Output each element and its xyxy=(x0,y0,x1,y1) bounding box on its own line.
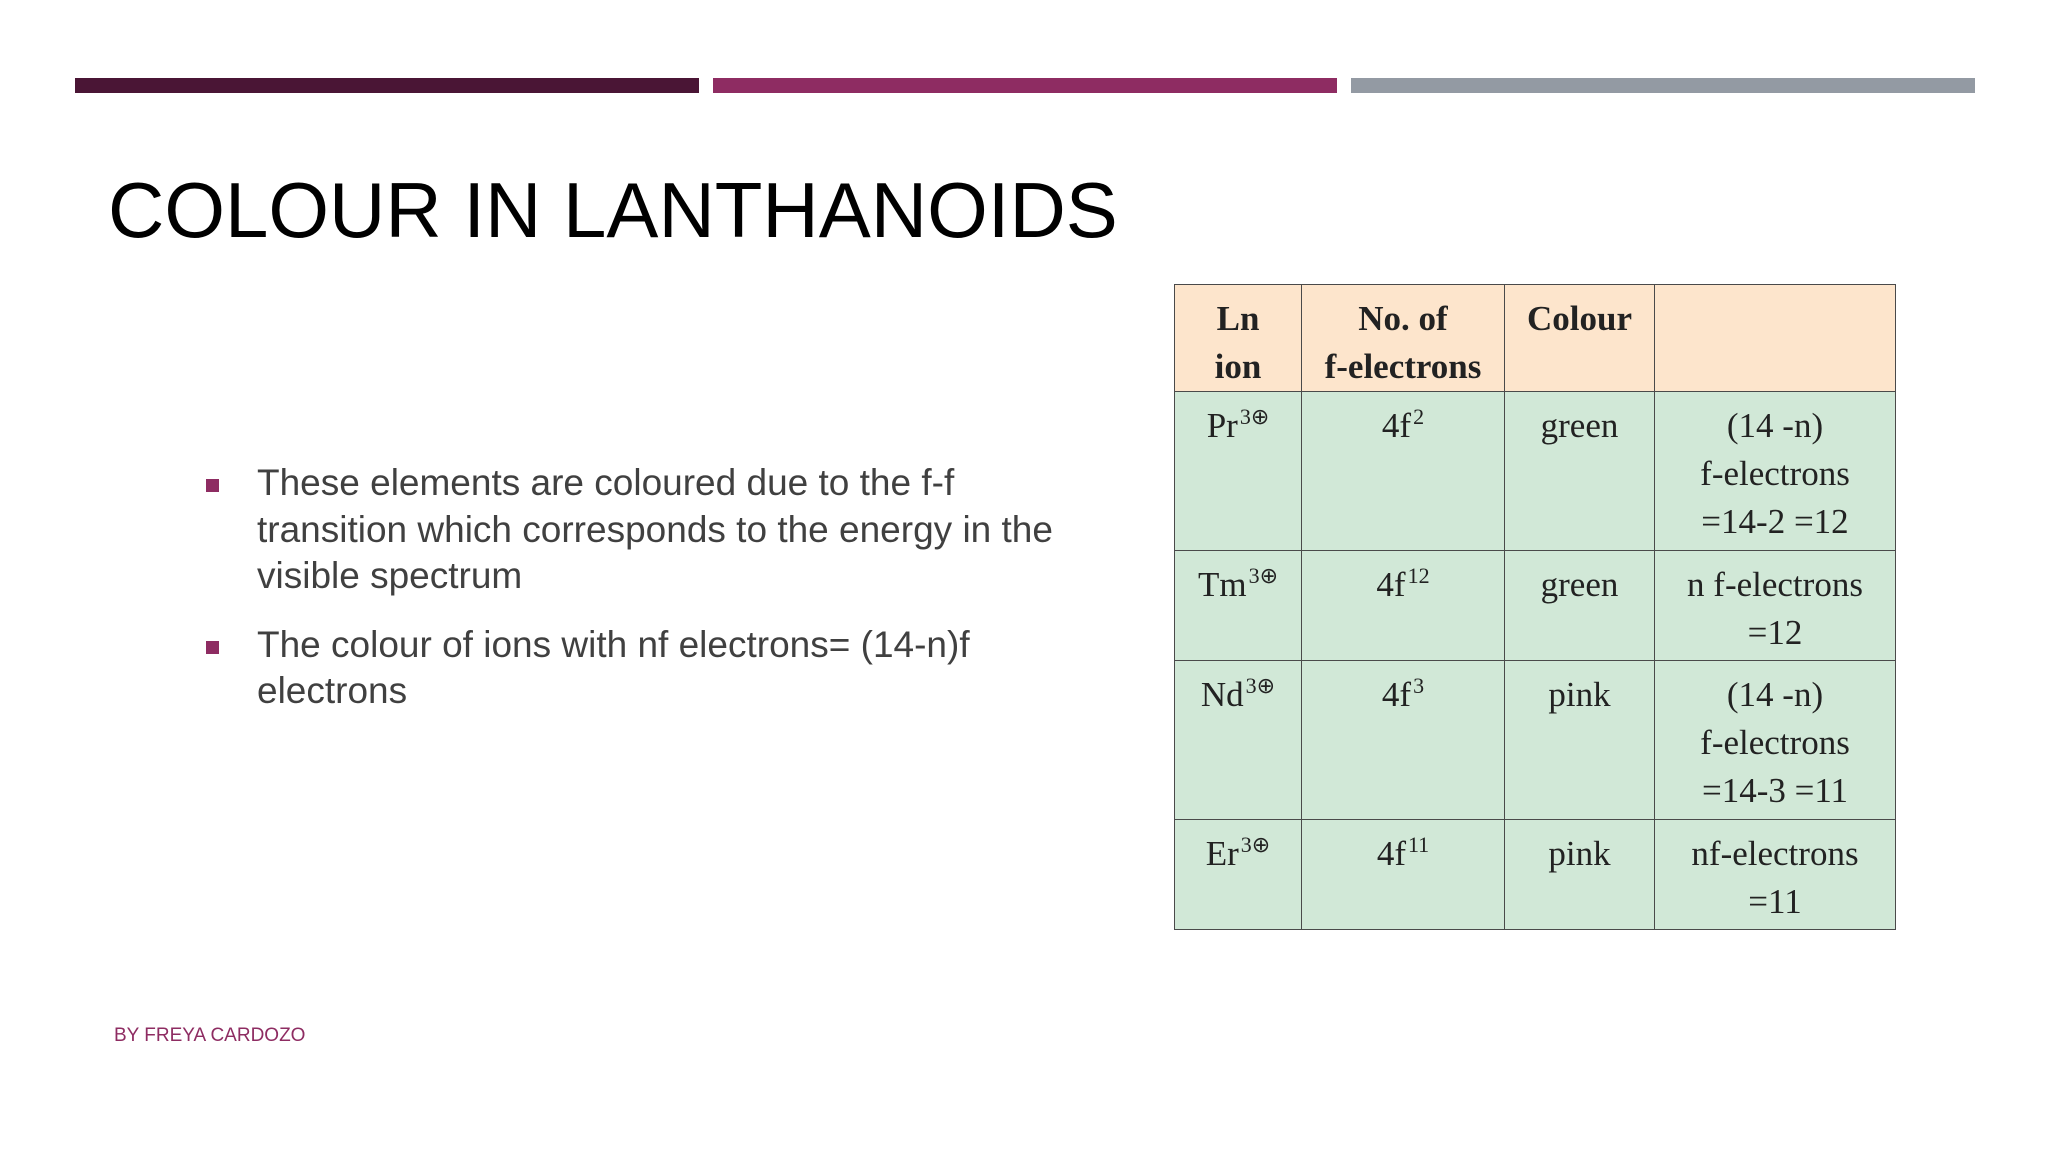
cell-ion xyxy=(1175,661,1302,820)
config-base: 4f xyxy=(1376,565,1406,604)
ion-symbol: Pr xyxy=(1206,406,1238,445)
cell-note xyxy=(1655,392,1896,551)
header-line: f-electrons xyxy=(1324,347,1482,386)
header-line: Colour xyxy=(1527,299,1632,338)
top-bar-magenta xyxy=(713,78,1337,93)
cell-config xyxy=(1302,820,1505,930)
top-bar-grey xyxy=(1351,78,1975,93)
cell-note xyxy=(1655,551,1896,661)
note-line: n f-electrons xyxy=(1687,565,1863,604)
ion-symbol: Er xyxy=(1205,834,1239,873)
bullet-text: These elements are coloured due to the f-f transition which corresponds to the energy in the visible spectrum xyxy=(257,462,1053,596)
cell-ion xyxy=(1175,392,1302,551)
config-base: 4f xyxy=(1376,834,1406,873)
bullet-list xyxy=(206,460,1086,737)
footer-author: BY FREYA CARDOZO xyxy=(114,1025,306,1046)
config-exponent: 11 xyxy=(1407,832,1430,858)
header-line: Ln xyxy=(1216,299,1260,338)
note-line: f-electrons xyxy=(1700,723,1850,762)
bullet-item xyxy=(206,460,1086,600)
table-row xyxy=(1175,820,1896,930)
top-bar-dark xyxy=(75,78,699,93)
ion-charge: 3⊕ xyxy=(1248,563,1279,589)
config-base: 4f xyxy=(1381,675,1412,714)
note-line: =11 xyxy=(1748,882,1802,921)
cell-colour: green xyxy=(1505,551,1655,661)
cell-colour: pink xyxy=(1505,820,1655,930)
header-ln-ion xyxy=(1175,285,1302,392)
config-exponent: 2 xyxy=(1413,404,1425,430)
cell-colour: green xyxy=(1505,392,1655,551)
cell-config xyxy=(1302,661,1505,820)
header-line: No. of xyxy=(1358,299,1448,338)
table-header-row xyxy=(1175,285,1896,392)
config-exponent: 3 xyxy=(1413,673,1425,699)
cell-note xyxy=(1655,661,1896,820)
config-exponent: 12 xyxy=(1407,563,1430,589)
table-row xyxy=(1175,661,1896,820)
note-line: (14 -n) xyxy=(1726,406,1824,445)
header-line: ion xyxy=(1214,347,1262,386)
cell-ion xyxy=(1175,551,1302,661)
ion-symbol: Nd xyxy=(1200,675,1244,714)
lanthanoid-colour-table xyxy=(1174,284,1896,930)
cell-note xyxy=(1655,820,1896,930)
bullet-item xyxy=(206,622,1086,715)
ion-symbol: Tm xyxy=(1197,565,1247,604)
header-blank xyxy=(1655,285,1896,392)
square-bullet-icon xyxy=(206,479,219,492)
cell-config xyxy=(1302,551,1505,661)
header-colour xyxy=(1505,285,1655,392)
config-base: 4f xyxy=(1381,406,1412,445)
note-line: f-electrons xyxy=(1700,454,1850,493)
cell-ion xyxy=(1175,820,1302,930)
table-row xyxy=(1175,392,1896,551)
cell-config xyxy=(1302,392,1505,551)
cell-colour: pink xyxy=(1505,661,1655,820)
note-line: (14 -n) xyxy=(1726,675,1824,714)
table-row xyxy=(1175,551,1896,661)
bullet-text: The colour of ions with nf electrons= (14-n)f electrons xyxy=(257,623,970,711)
ion-charge: 3⊕ xyxy=(1245,673,1276,699)
note-line: =14-3 =11 xyxy=(1701,771,1849,810)
note-line: =12 xyxy=(1747,613,1803,652)
header-f-electrons xyxy=(1302,285,1505,392)
ion-charge: 3⊕ xyxy=(1239,404,1270,430)
note-line: nf-electrons xyxy=(1691,834,1859,873)
square-bullet-icon xyxy=(206,641,219,654)
slide-title: COLOUR IN LANTHANOIDS xyxy=(108,166,1118,254)
ion-charge: 3⊕ xyxy=(1240,832,1271,858)
note-line: =14-2 =12 xyxy=(1701,502,1849,541)
